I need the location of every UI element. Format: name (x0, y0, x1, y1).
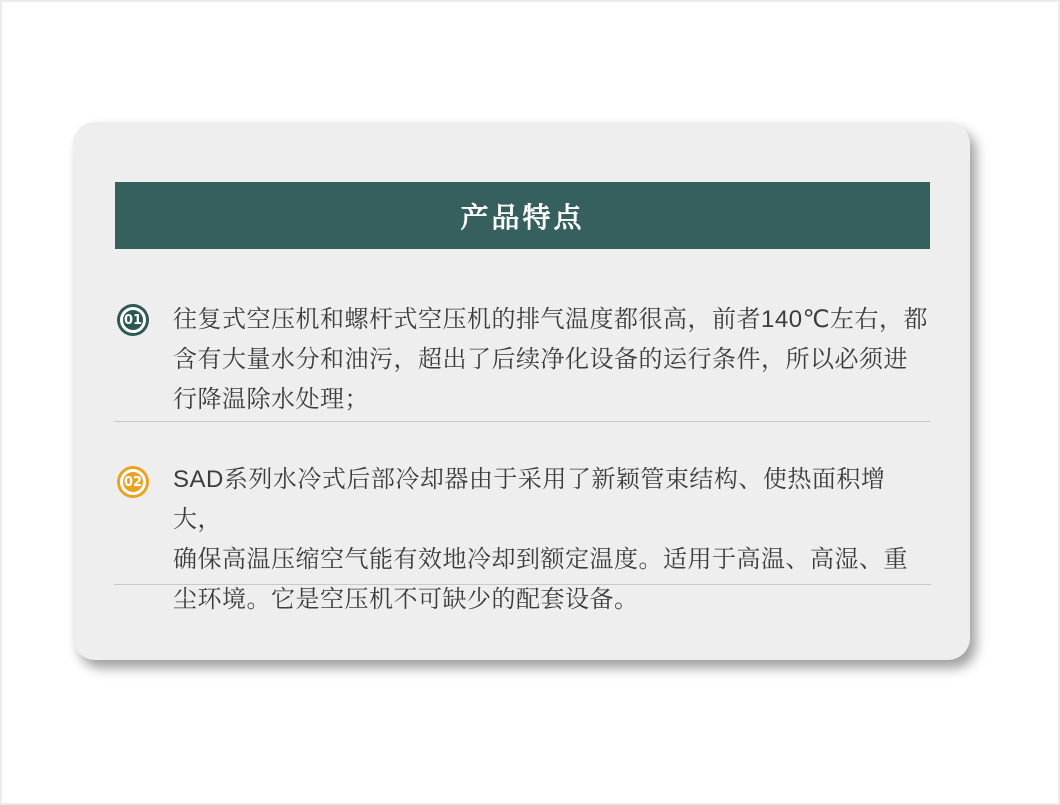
product-features-card (73, 122, 970, 660)
feature-text-line: 尘环境。它是空压机不可缺少的配套设备。 (173, 586, 639, 613)
divider (114, 421, 931, 422)
feature-text-line: 确保高温压缩空气能有效地冷却到额定温度。适用于高温、高湿、重 (173, 546, 908, 573)
feature-text-line: 含有大量水分和油污，超出了后续净化设备的运行条件，所以必须进 (173, 346, 908, 373)
feature-number-label: 02 (123, 474, 143, 490)
feature-text-line: SAD系列水冷式后部冷却器由于采用了新颖管束结构、使热面积增大， (173, 466, 886, 533)
feature-number-label: 01 (123, 312, 143, 328)
feature-text-line: 往复式空压机和螺杆式空压机的排气温度都很高，前者140℃左右，都 (173, 306, 928, 333)
feature-text-line: 行降温除水处理； (173, 386, 369, 413)
feature-number-badge-02 (120, 469, 146, 495)
feature-number-badge-01 (120, 307, 146, 333)
section-header-bar (115, 182, 930, 249)
section-title: 产品特点 (460, 201, 585, 233)
feature-text-01 (173, 300, 933, 420)
divider (114, 584, 931, 585)
feature-text-02 (173, 460, 933, 620)
